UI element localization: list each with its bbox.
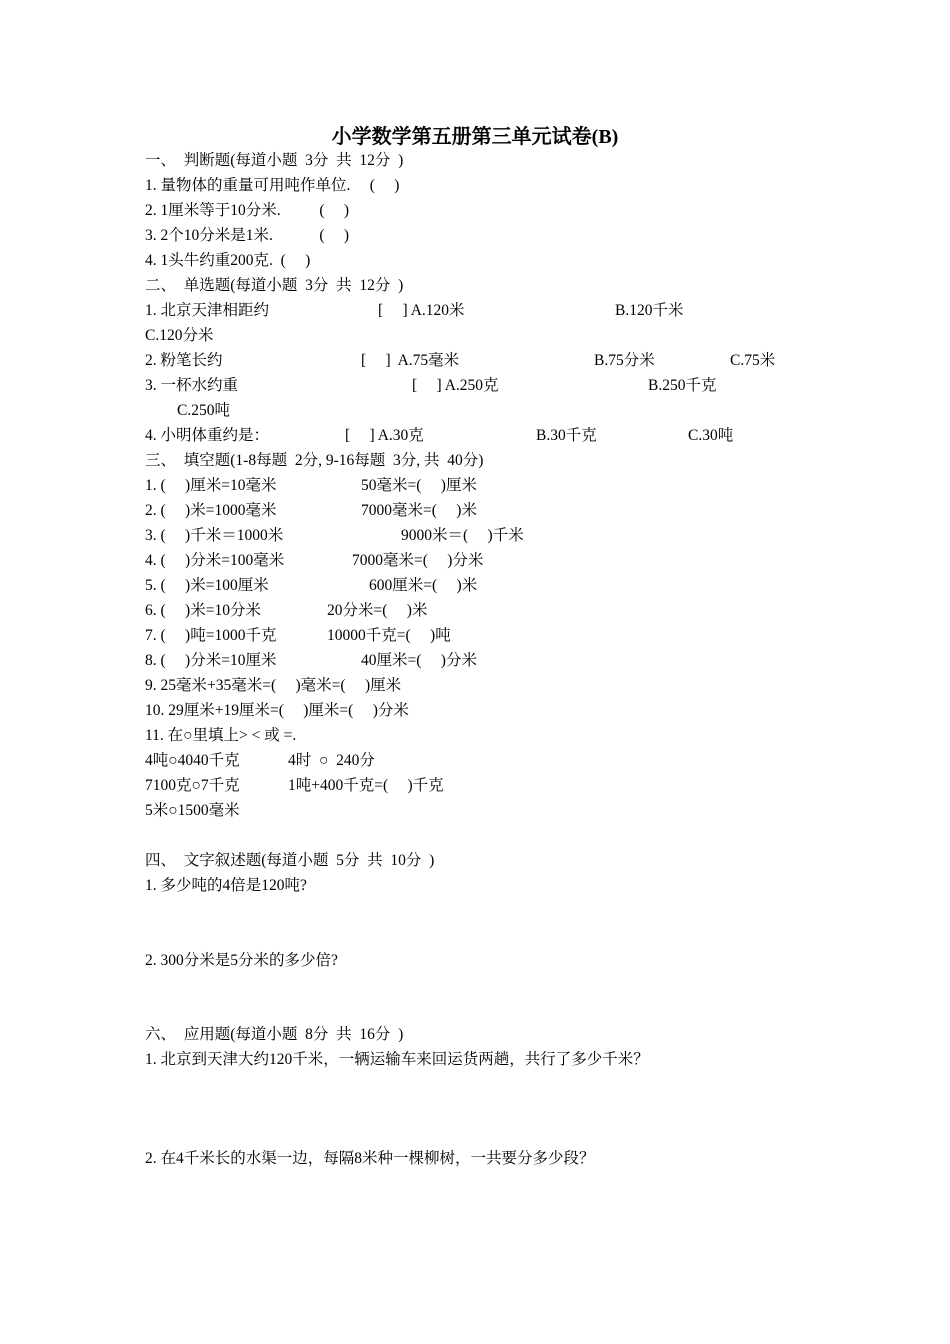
fill-row-8 <box>145 648 745 673</box>
choice-question-3 <box>145 373 845 398</box>
section-judge-heading: 一、 判断题(每道小题 3分 共 12分 ) <box>145 152 404 169</box>
choice-question-2 <box>145 348 845 373</box>
fill-1-right: 50毫米=( )厘米 <box>361 477 477 494</box>
fill-8-right: 40厘米=( )分米 <box>361 652 477 669</box>
choice-1-option-c: C.120分米 <box>145 327 214 344</box>
fill-row-6 <box>145 598 745 623</box>
choice-3-option-b: B.250千克 <box>648 377 717 394</box>
choice-2-stem: 2. 粉笔长约 <box>145 352 223 369</box>
choice-1-option-a: [ ] A.120米 <box>378 302 465 319</box>
fill-4-right: 7000毫米=( )分米 <box>352 552 484 569</box>
compare-row-2 <box>145 773 745 798</box>
fill-6-right: 20分米=( )米 <box>327 602 428 619</box>
fill-row-1 <box>145 473 745 498</box>
choice-3-option-a: [ ] A.250克 <box>412 377 499 394</box>
choice-4-option-b: B.30千克 <box>536 427 597 444</box>
fill-5-right: 600厘米=( )米 <box>369 577 478 594</box>
fill-7-left: 7. ( )吨=1000千克 <box>145 627 277 644</box>
choice-question-4 <box>145 423 845 448</box>
fill-7-right: 10000千克=( )吨 <box>327 627 451 644</box>
judge-question-4: 4. 1头牛约重200克. ( ) <box>145 252 311 269</box>
fill-row-4 <box>145 548 745 573</box>
compare-1-left: 4吨○4040千克 <box>145 752 240 769</box>
choice-2-option-c: C.75米 <box>730 352 776 369</box>
fill-3-left: 3. ( )千米＝1000米 <box>145 527 284 544</box>
choice-4-option-a: [ ] A.30克 <box>345 427 424 444</box>
fill-row-5 <box>145 573 745 598</box>
compare-1-right: 4时 ○ 240分 <box>288 752 375 769</box>
choice-3-stem: 3. 一杯水约重 <box>145 377 239 394</box>
fill-question-11: 11. 在○里填上> < 或 =. <box>145 727 297 744</box>
section-choice-heading: 二、 单选题(每道小题 3分 共 12分 ) <box>145 277 404 294</box>
fill-6-left: 6. ( )米=10分米 <box>145 602 261 619</box>
choice-1-stem: 1. 北京天津相距约 <box>145 302 270 319</box>
choice-2-option-b: B.75分米 <box>594 352 655 369</box>
choice-1-option-b: B.120千米 <box>615 302 684 319</box>
apply-question-2: 2. 在4千米长的水渠一边，每隔8米种一棵柳树，一共要分多少段？ <box>145 1150 595 1167</box>
fill-2-right: 7000毫米=( )米 <box>361 502 477 519</box>
fill-row-3 <box>145 523 745 548</box>
compare-row-1 <box>145 748 745 773</box>
choice-3-option-c: C.250吨 <box>177 402 230 419</box>
section-text-heading: 四、 文字叙述题(每道小题 5分 共 10分 ) <box>145 852 435 869</box>
apply-question-1: 1. 北京到天津大约120千米，一辆运输车来回运货两趟，共行了多少千米？ <box>145 1051 649 1068</box>
fill-row-2 <box>145 498 745 523</box>
fill-question-10: 10. 29厘米+19厘米=( )厘米=( )分米 <box>145 702 409 719</box>
fill-1-left: 1. ( )厘米=10毫米 <box>145 477 277 494</box>
text-question-2: 2. 300分米是5分米的多少倍? <box>145 952 338 969</box>
text-question-1: 1. 多少吨的4倍是120吨? <box>145 877 307 894</box>
choice-question-1 <box>145 298 845 323</box>
choice-4-option-c: C.30吨 <box>688 427 734 444</box>
fill-8-left: 8. ( )分米=10厘米 <box>145 652 277 669</box>
section-apply-heading: 六、 应用题(每道小题 8分 共 16分 ) <box>145 1026 404 1043</box>
judge-question-2: 2. 1厘米等于10分米. ( ) <box>145 202 350 219</box>
fill-question-9: 9. 25毫米+35毫米=( )毫米=( )厘米 <box>145 677 402 694</box>
judge-question-1: 1. 量物体的重量可用吨作单位. ( ) <box>145 177 400 194</box>
fill-5-left: 5. ( )米=100厘米 <box>145 577 269 594</box>
fill-row-7 <box>145 623 745 648</box>
compare-2-left: 7100克○7千克 <box>145 777 240 794</box>
fill-3-right: 9000米＝( )千米 <box>401 527 524 544</box>
fill-4-left: 4. ( )分米=100毫米 <box>145 552 285 569</box>
exam-title: 小学数学第五册第三单元试卷(B) <box>331 126 619 148</box>
choice-4-stem: 4. 小明体重约是： <box>145 427 270 444</box>
compare-row-3: 5米○1500毫米 <box>145 802 240 819</box>
fill-2-left: 2. ( )米=1000毫米 <box>145 502 277 519</box>
section-fill-heading: 三、 填空题(1-8每题 2分, 9-16每题 3分, 共 40分) <box>145 452 484 469</box>
judge-question-3: 3. 2个10分米是1米. ( ) <box>145 227 350 244</box>
choice-2-option-a: [ ] A.75毫米 <box>361 352 460 369</box>
compare-2-right: 1吨+400千克=( )千克 <box>288 777 444 794</box>
